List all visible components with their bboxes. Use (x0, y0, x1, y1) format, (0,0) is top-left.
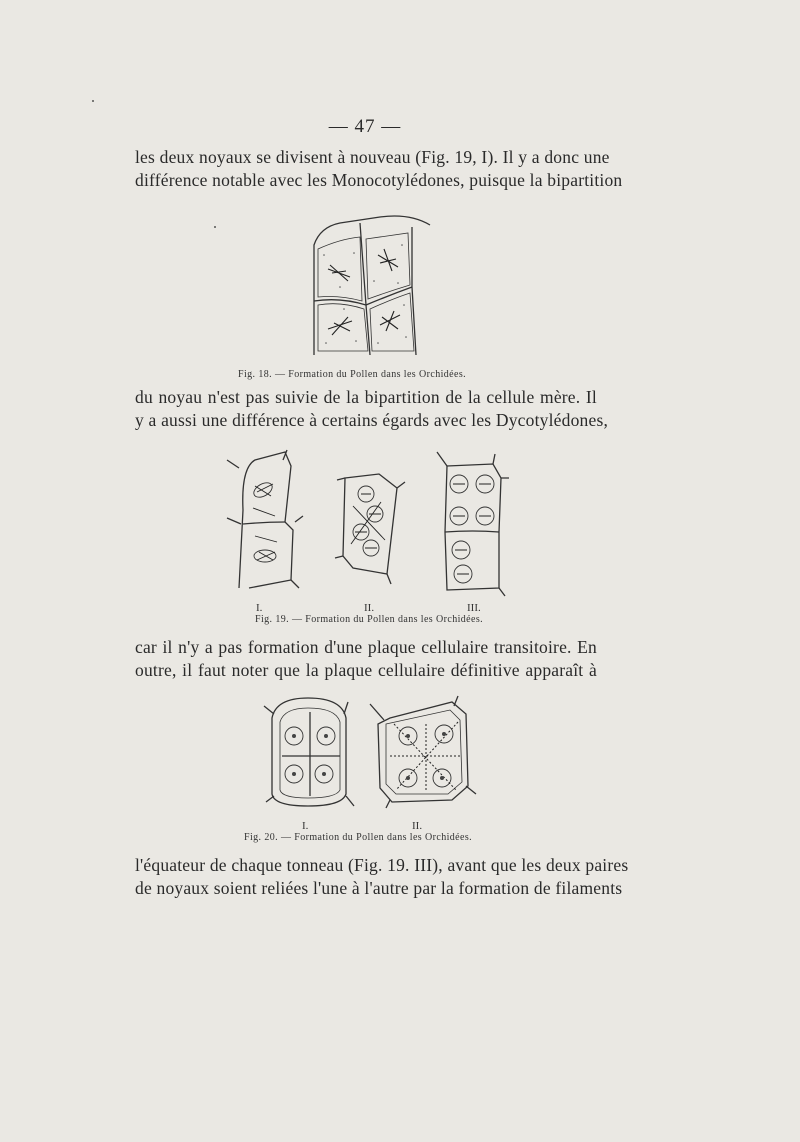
page-number: — 47 — (328, 116, 402, 137)
figure-20-caption: Fig. 20. — Formation du Pollen dans les Orchidées. (244, 832, 473, 843)
paper-speck (92, 100, 94, 102)
text-line: les deux noyaux se divisent à nouveau (Fig. 19, I). Il y a donc une (135, 147, 610, 167)
figure-20-illustration (262, 694, 484, 822)
figure-19-illustration (225, 448, 525, 604)
paragraph-2 (135, 386, 609, 432)
text-line: car il n'y a pas formation d'une plaque cellulaire transitoire. En (135, 637, 597, 657)
figure-20-label-II: II. (412, 820, 423, 832)
paragraph-4 (135, 854, 629, 900)
text-line: outre, il faut noter que la plaque cellulaire définitive apparaît à (135, 660, 597, 680)
figure-19-label-III: III. (467, 602, 481, 614)
text-line: du noyau n'est pas suivie de la bipartition de la cellule mère. Il (135, 387, 597, 407)
text-line: de noyaux soient reliées l'une à l'autre par la formation de filaments (135, 878, 623, 898)
text-line: différence notable avec les Monocotylédones, puisque la bipartition (135, 170, 623, 190)
figure-19-caption: Fig. 19. — Formation du Pollen dans les Orchidées. (255, 614, 484, 625)
figure-20-label-I: I. (302, 820, 309, 832)
text-line: l'équateur de chaque tonneau (Fig. 19. III), avant que les deux paires (135, 855, 629, 875)
figure-18-illustration (300, 205, 440, 365)
text-line: y a aussi une différence à certains égards avec les Dycotylédones, (135, 410, 609, 430)
figure-18-caption: Fig. 18. — Formation du Pollen dans les Orchidées. (238, 369, 467, 380)
figure-19-label-I: I. (256, 602, 263, 614)
figure-19-label-II: II. (364, 602, 375, 614)
paragraph-1 (135, 146, 623, 192)
paper-speck (214, 226, 216, 228)
paragraph-3 (135, 636, 597, 682)
